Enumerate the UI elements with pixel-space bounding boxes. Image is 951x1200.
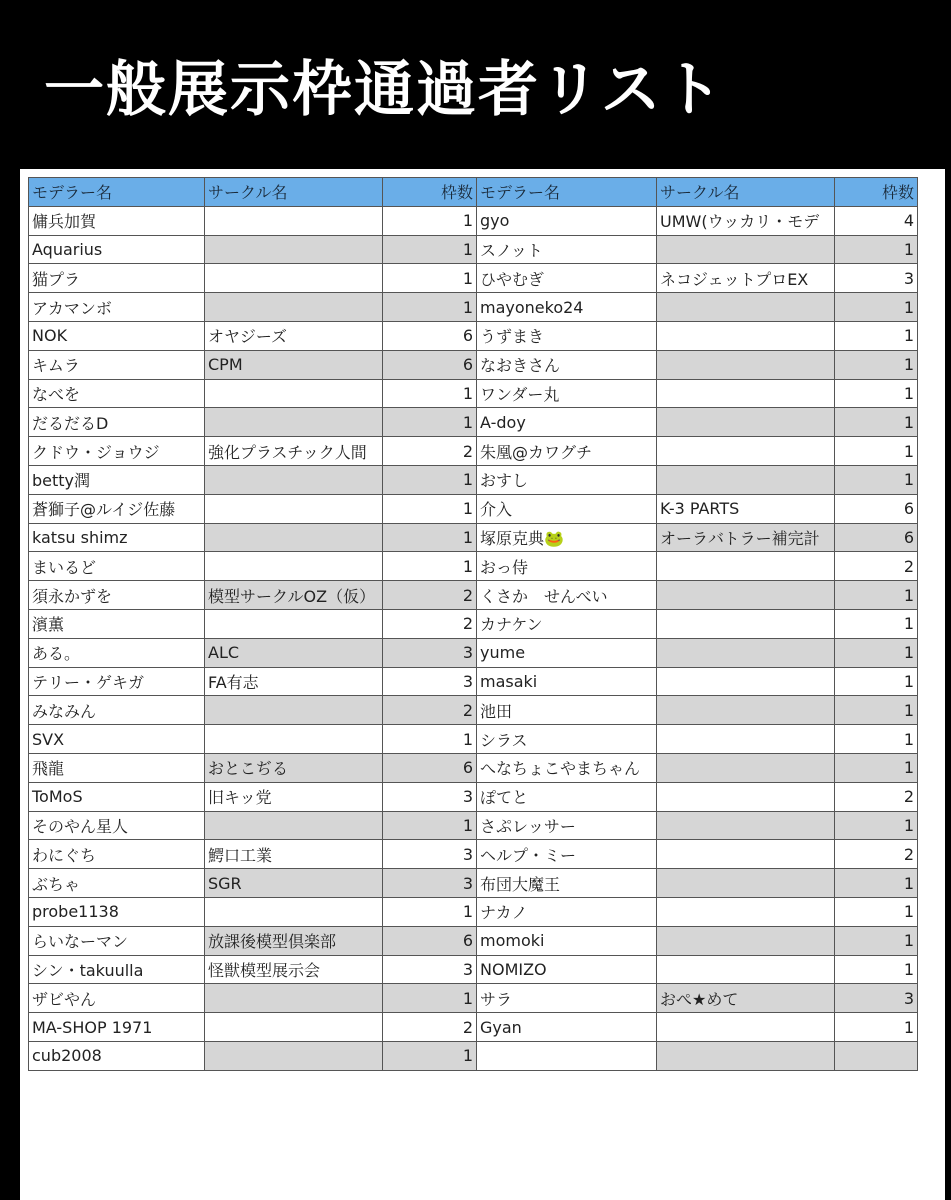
right-circle-name-cell xyxy=(657,581,835,610)
table-row xyxy=(29,897,918,926)
right-slot-count-cell: 1 xyxy=(835,350,918,379)
right-circle-name-cell xyxy=(657,869,835,898)
left-circle-name-cell xyxy=(205,206,383,235)
right-modeler-name-cell: yume xyxy=(477,638,657,667)
page-title: 一般展示枠通過者リスト xyxy=(44,55,725,125)
right-slot-count-cell: 3 xyxy=(835,984,918,1013)
table-row xyxy=(29,926,918,955)
right-circle-name-cell: ネコジェットプロEX xyxy=(657,264,835,293)
left-slot-count-cell: 1 xyxy=(383,725,477,754)
right-circle-name-cell xyxy=(657,552,835,581)
left-slot-count-cell: 6 xyxy=(383,350,477,379)
column-header-slots-left: 枠数 xyxy=(383,178,477,207)
right-circle-name-cell xyxy=(657,465,835,494)
table-row xyxy=(29,782,918,811)
left-modeler-name-cell: らいなーマン xyxy=(29,926,205,955)
right-slot-count-cell: 1 xyxy=(835,725,918,754)
table-row xyxy=(29,840,918,869)
right-circle-name-cell xyxy=(657,725,835,754)
table-row xyxy=(29,955,918,984)
left-modeler-name-cell: アカマンボ xyxy=(29,293,205,322)
right-slot-count-cell: 1 xyxy=(835,667,918,696)
right-modeler-name-cell: なおきさん xyxy=(477,350,657,379)
left-modeler-name-cell: そのやん星人 xyxy=(29,811,205,840)
table-row xyxy=(29,235,918,264)
left-circle-name-cell xyxy=(205,408,383,437)
right-circle-name-cell xyxy=(657,897,835,926)
right-modeler-name-cell: NOMIZO xyxy=(477,955,657,984)
right-modeler-name-cell: 介入 xyxy=(477,494,657,523)
left-slot-count-cell: 3 xyxy=(383,638,477,667)
column-header-circle-right: サークル名 xyxy=(657,178,835,207)
right-circle-name-cell xyxy=(657,926,835,955)
right-slot-count-cell: 1 xyxy=(835,293,918,322)
right-slot-count-cell: 1 xyxy=(835,379,918,408)
right-slot-count-cell: 1 xyxy=(835,955,918,984)
table-row xyxy=(29,552,918,581)
left-modeler-name-cell: テリー・ゲキガ xyxy=(29,667,205,696)
right-slot-count-cell: 1 xyxy=(835,696,918,725)
left-modeler-name-cell: みなみん xyxy=(29,696,205,725)
header-row xyxy=(29,178,918,207)
left-circle-name-cell: 旧キッ党 xyxy=(205,782,383,811)
left-modeler-name-cell: だるだるD xyxy=(29,408,205,437)
table-row xyxy=(29,1013,918,1042)
right-slot-count-cell: 2 xyxy=(835,840,918,869)
left-slot-count-cell: 2 xyxy=(383,437,477,466)
left-modeler-name-cell: 濱薫 xyxy=(29,609,205,638)
right-slot-count-cell: 6 xyxy=(835,494,918,523)
left-circle-name-cell xyxy=(205,293,383,322)
right-modeler-name-cell: サラ xyxy=(477,984,657,1013)
right-circle-name-cell xyxy=(657,638,835,667)
table-row xyxy=(29,465,918,494)
left-circle-name-cell xyxy=(205,552,383,581)
passer-list-table xyxy=(28,177,918,1071)
table-row xyxy=(29,523,918,552)
right-modeler-name-cell: ひやむぎ xyxy=(477,264,657,293)
right-circle-name-cell: オーラバトラー補完計 xyxy=(657,523,835,552)
left-slot-count-cell: 1 xyxy=(383,206,477,235)
right-slot-count-cell: 1 xyxy=(835,1013,918,1042)
right-modeler-name-cell: momoki xyxy=(477,926,657,955)
left-modeler-name-cell: MA-SHOP 1971 xyxy=(29,1013,205,1042)
left-modeler-name-cell: SVX xyxy=(29,725,205,754)
right-circle-name-cell: おぺ★めて xyxy=(657,984,835,1013)
left-circle-name-cell xyxy=(205,897,383,926)
left-slot-count-cell: 2 xyxy=(383,609,477,638)
right-modeler-name-cell: 布団大魔王 xyxy=(477,869,657,898)
right-circle-name-cell xyxy=(657,840,835,869)
table-row xyxy=(29,1041,918,1070)
left-modeler-name-cell: わにぐち xyxy=(29,840,205,869)
spreadsheet-panel xyxy=(20,169,945,1200)
table-row xyxy=(29,753,918,782)
right-modeler-name-cell: A-doy xyxy=(477,408,657,437)
left-slot-count-cell: 3 xyxy=(383,869,477,898)
table-row xyxy=(29,667,918,696)
left-slot-count-cell: 6 xyxy=(383,321,477,350)
left-circle-name-cell xyxy=(205,264,383,293)
left-circle-name-cell xyxy=(205,379,383,408)
left-modeler-name-cell: ある。 xyxy=(29,638,205,667)
right-modeler-name-cell: さぷレッサー xyxy=(477,811,657,840)
table-body xyxy=(29,206,918,1070)
table-row xyxy=(29,206,918,235)
left-slot-count-cell: 1 xyxy=(383,552,477,581)
left-circle-name-cell xyxy=(205,609,383,638)
right-circle-name-cell xyxy=(657,235,835,264)
left-modeler-name-cell: キムラ xyxy=(29,350,205,379)
right-circle-name-cell xyxy=(657,955,835,984)
right-slot-count-cell: 1 xyxy=(835,437,918,466)
column-header-modeler-right: モデラー名 xyxy=(477,178,657,207)
right-modeler-name-cell: ワンダー丸 xyxy=(477,379,657,408)
left-slot-count-cell: 3 xyxy=(383,955,477,984)
right-slot-count-cell: 1 xyxy=(835,609,918,638)
left-slot-count-cell: 6 xyxy=(383,926,477,955)
right-slot-count-cell: 1 xyxy=(835,869,918,898)
right-slot-count-cell: 1 xyxy=(835,638,918,667)
left-modeler-name-cell: 傭兵加賀 xyxy=(29,206,205,235)
right-slot-count-cell: 2 xyxy=(835,782,918,811)
table-row xyxy=(29,437,918,466)
left-circle-name-cell xyxy=(205,235,383,264)
left-circle-name-cell xyxy=(205,1013,383,1042)
right-circle-name-cell xyxy=(657,321,835,350)
right-slot-count-cell: 1 xyxy=(835,897,918,926)
column-header-slots-right: 枠数 xyxy=(835,178,918,207)
left-slot-count-cell: 1 xyxy=(383,264,477,293)
right-modeler-name-cell: シラス xyxy=(477,725,657,754)
right-circle-name-cell xyxy=(657,753,835,782)
table-row xyxy=(29,494,918,523)
left-modeler-name-cell: ToMoS xyxy=(29,782,205,811)
right-modeler-name-cell: masaki xyxy=(477,667,657,696)
right-slot-count-cell: 4 xyxy=(835,206,918,235)
right-modeler-name-cell: おっ侍 xyxy=(477,552,657,581)
left-modeler-name-cell: 飛龍 xyxy=(29,753,205,782)
left-slot-count-cell: 3 xyxy=(383,840,477,869)
left-circle-name-cell: 怪獣模型展示会 xyxy=(205,955,383,984)
right-modeler-name-cell xyxy=(477,1041,657,1070)
left-modeler-name-cell: 猫プラ xyxy=(29,264,205,293)
right-modeler-name-cell: 塚原克典🐸 xyxy=(477,523,657,552)
column-header-circle-left: サークル名 xyxy=(205,178,383,207)
left-circle-name-cell xyxy=(205,725,383,754)
left-slot-count-cell: 1 xyxy=(383,235,477,264)
table-row xyxy=(29,811,918,840)
right-slot-count-cell: 1 xyxy=(835,465,918,494)
left-slot-count-cell: 1 xyxy=(383,465,477,494)
right-modeler-name-cell: ぽてと xyxy=(477,782,657,811)
table-row xyxy=(29,379,918,408)
left-circle-name-cell: FA有志 xyxy=(205,667,383,696)
left-circle-name-cell xyxy=(205,465,383,494)
left-circle-name-cell xyxy=(205,1041,383,1070)
right-slot-count-cell: 1 xyxy=(835,408,918,437)
right-modeler-name-cell: mayoneko24 xyxy=(477,293,657,322)
right-modeler-name-cell: 池田 xyxy=(477,696,657,725)
right-modeler-name-cell: うずまき xyxy=(477,321,657,350)
right-modeler-name-cell: Gyan xyxy=(477,1013,657,1042)
table-row xyxy=(29,725,918,754)
left-modeler-name-cell: ザビやん xyxy=(29,984,205,1013)
right-circle-name-cell xyxy=(657,609,835,638)
left-circle-name-cell xyxy=(205,811,383,840)
table-row xyxy=(29,408,918,437)
right-circle-name-cell xyxy=(657,667,835,696)
right-slot-count-cell: 1 xyxy=(835,926,918,955)
left-slot-count-cell: 1 xyxy=(383,984,477,1013)
column-header-modeler-left: モデラー名 xyxy=(29,178,205,207)
left-circle-name-cell: 放課後模型倶楽部 xyxy=(205,926,383,955)
left-slot-count-cell: 3 xyxy=(383,782,477,811)
right-circle-name-cell xyxy=(657,293,835,322)
left-modeler-name-cell: シン・takuulla xyxy=(29,955,205,984)
left-modeler-name-cell: 須永かずを xyxy=(29,581,205,610)
left-modeler-name-cell: なべを xyxy=(29,379,205,408)
left-slot-count-cell: 1 xyxy=(383,1041,477,1070)
left-circle-name-cell: 模型サークルOZ（仮） xyxy=(205,581,383,610)
left-slot-count-cell: 1 xyxy=(383,811,477,840)
left-circle-name-cell: ALC xyxy=(205,638,383,667)
right-slot-count-cell: 1 xyxy=(835,753,918,782)
table-row xyxy=(29,350,918,379)
left-slot-count-cell: 1 xyxy=(383,379,477,408)
right-modeler-name-cell: gyo xyxy=(477,206,657,235)
right-slot-count-cell: 1 xyxy=(835,811,918,840)
left-slot-count-cell: 1 xyxy=(383,897,477,926)
table-row xyxy=(29,696,918,725)
right-circle-name-cell xyxy=(657,1041,835,1070)
right-slot-count-cell: 1 xyxy=(835,581,918,610)
right-circle-name-cell: K-3 PARTS xyxy=(657,494,835,523)
left-modeler-name-cell: betty潤 xyxy=(29,465,205,494)
right-circle-name-cell xyxy=(657,782,835,811)
right-circle-name-cell: UMW(ウッカリ・モデ xyxy=(657,206,835,235)
right-circle-name-cell xyxy=(657,408,835,437)
left-circle-name-cell: CPM xyxy=(205,350,383,379)
right-modeler-name-cell: 朱凰@カワグチ xyxy=(477,437,657,466)
right-circle-name-cell xyxy=(657,1013,835,1042)
left-circle-name-cell xyxy=(205,494,383,523)
right-modeler-name-cell: ナカノ xyxy=(477,897,657,926)
table-row xyxy=(29,293,918,322)
left-slot-count-cell: 6 xyxy=(383,753,477,782)
right-modeler-name-cell: ヘルプ・ミー xyxy=(477,840,657,869)
right-slot-count-cell: 1 xyxy=(835,321,918,350)
left-modeler-name-cell: cub2008 xyxy=(29,1041,205,1070)
left-circle-name-cell: SGR xyxy=(205,869,383,898)
table-row xyxy=(29,581,918,610)
left-circle-name-cell xyxy=(205,696,383,725)
left-circle-name-cell: 強化プラスチック人間 xyxy=(205,437,383,466)
left-slot-count-cell: 2 xyxy=(383,696,477,725)
right-slot-count-cell: 3 xyxy=(835,264,918,293)
right-modeler-name-cell: おすし xyxy=(477,465,657,494)
left-circle-name-cell: 鰐口工業 xyxy=(205,840,383,869)
table-row xyxy=(29,264,918,293)
right-modeler-name-cell: カナケン xyxy=(477,609,657,638)
left-modeler-name-cell: NOK xyxy=(29,321,205,350)
left-circle-name-cell xyxy=(205,523,383,552)
right-modeler-name-cell: くさか せんべい xyxy=(477,581,657,610)
right-circle-name-cell xyxy=(657,696,835,725)
left-modeler-name-cell: 蒼獅子@ルイジ佐藤 xyxy=(29,494,205,523)
left-circle-name-cell: オヤジーズ xyxy=(205,321,383,350)
right-circle-name-cell xyxy=(657,379,835,408)
right-slot-count-cell: 2 xyxy=(835,552,918,581)
table-row xyxy=(29,638,918,667)
left-modeler-name-cell: katsu shimz xyxy=(29,523,205,552)
table-row xyxy=(29,609,918,638)
table-row xyxy=(29,321,918,350)
left-slot-count-cell: 1 xyxy=(383,494,477,523)
right-circle-name-cell xyxy=(657,437,835,466)
right-modeler-name-cell: スノット xyxy=(477,235,657,264)
left-slot-count-cell: 3 xyxy=(383,667,477,696)
right-slot-count-cell xyxy=(835,1041,918,1070)
left-modeler-name-cell: Aquarius xyxy=(29,235,205,264)
table-row xyxy=(29,984,918,1013)
left-circle-name-cell: おとこぢる xyxy=(205,753,383,782)
right-circle-name-cell xyxy=(657,811,835,840)
right-circle-name-cell xyxy=(657,350,835,379)
left-slot-count-cell: 1 xyxy=(383,408,477,437)
left-circle-name-cell xyxy=(205,984,383,1013)
right-modeler-name-cell: へなちょこやまちゃん xyxy=(477,753,657,782)
left-modeler-name-cell: ぶちゃ xyxy=(29,869,205,898)
left-modeler-name-cell: クドウ・ジョウジ xyxy=(29,437,205,466)
left-slot-count-cell: 2 xyxy=(383,581,477,610)
left-modeler-name-cell: まいるど xyxy=(29,552,205,581)
left-modeler-name-cell: probe1138 xyxy=(29,897,205,926)
right-slot-count-cell: 6 xyxy=(835,523,918,552)
right-slot-count-cell: 1 xyxy=(835,235,918,264)
left-slot-count-cell: 1 xyxy=(383,523,477,552)
table-row xyxy=(29,869,918,898)
left-slot-count-cell: 2 xyxy=(383,1013,477,1042)
left-slot-count-cell: 1 xyxy=(383,293,477,322)
